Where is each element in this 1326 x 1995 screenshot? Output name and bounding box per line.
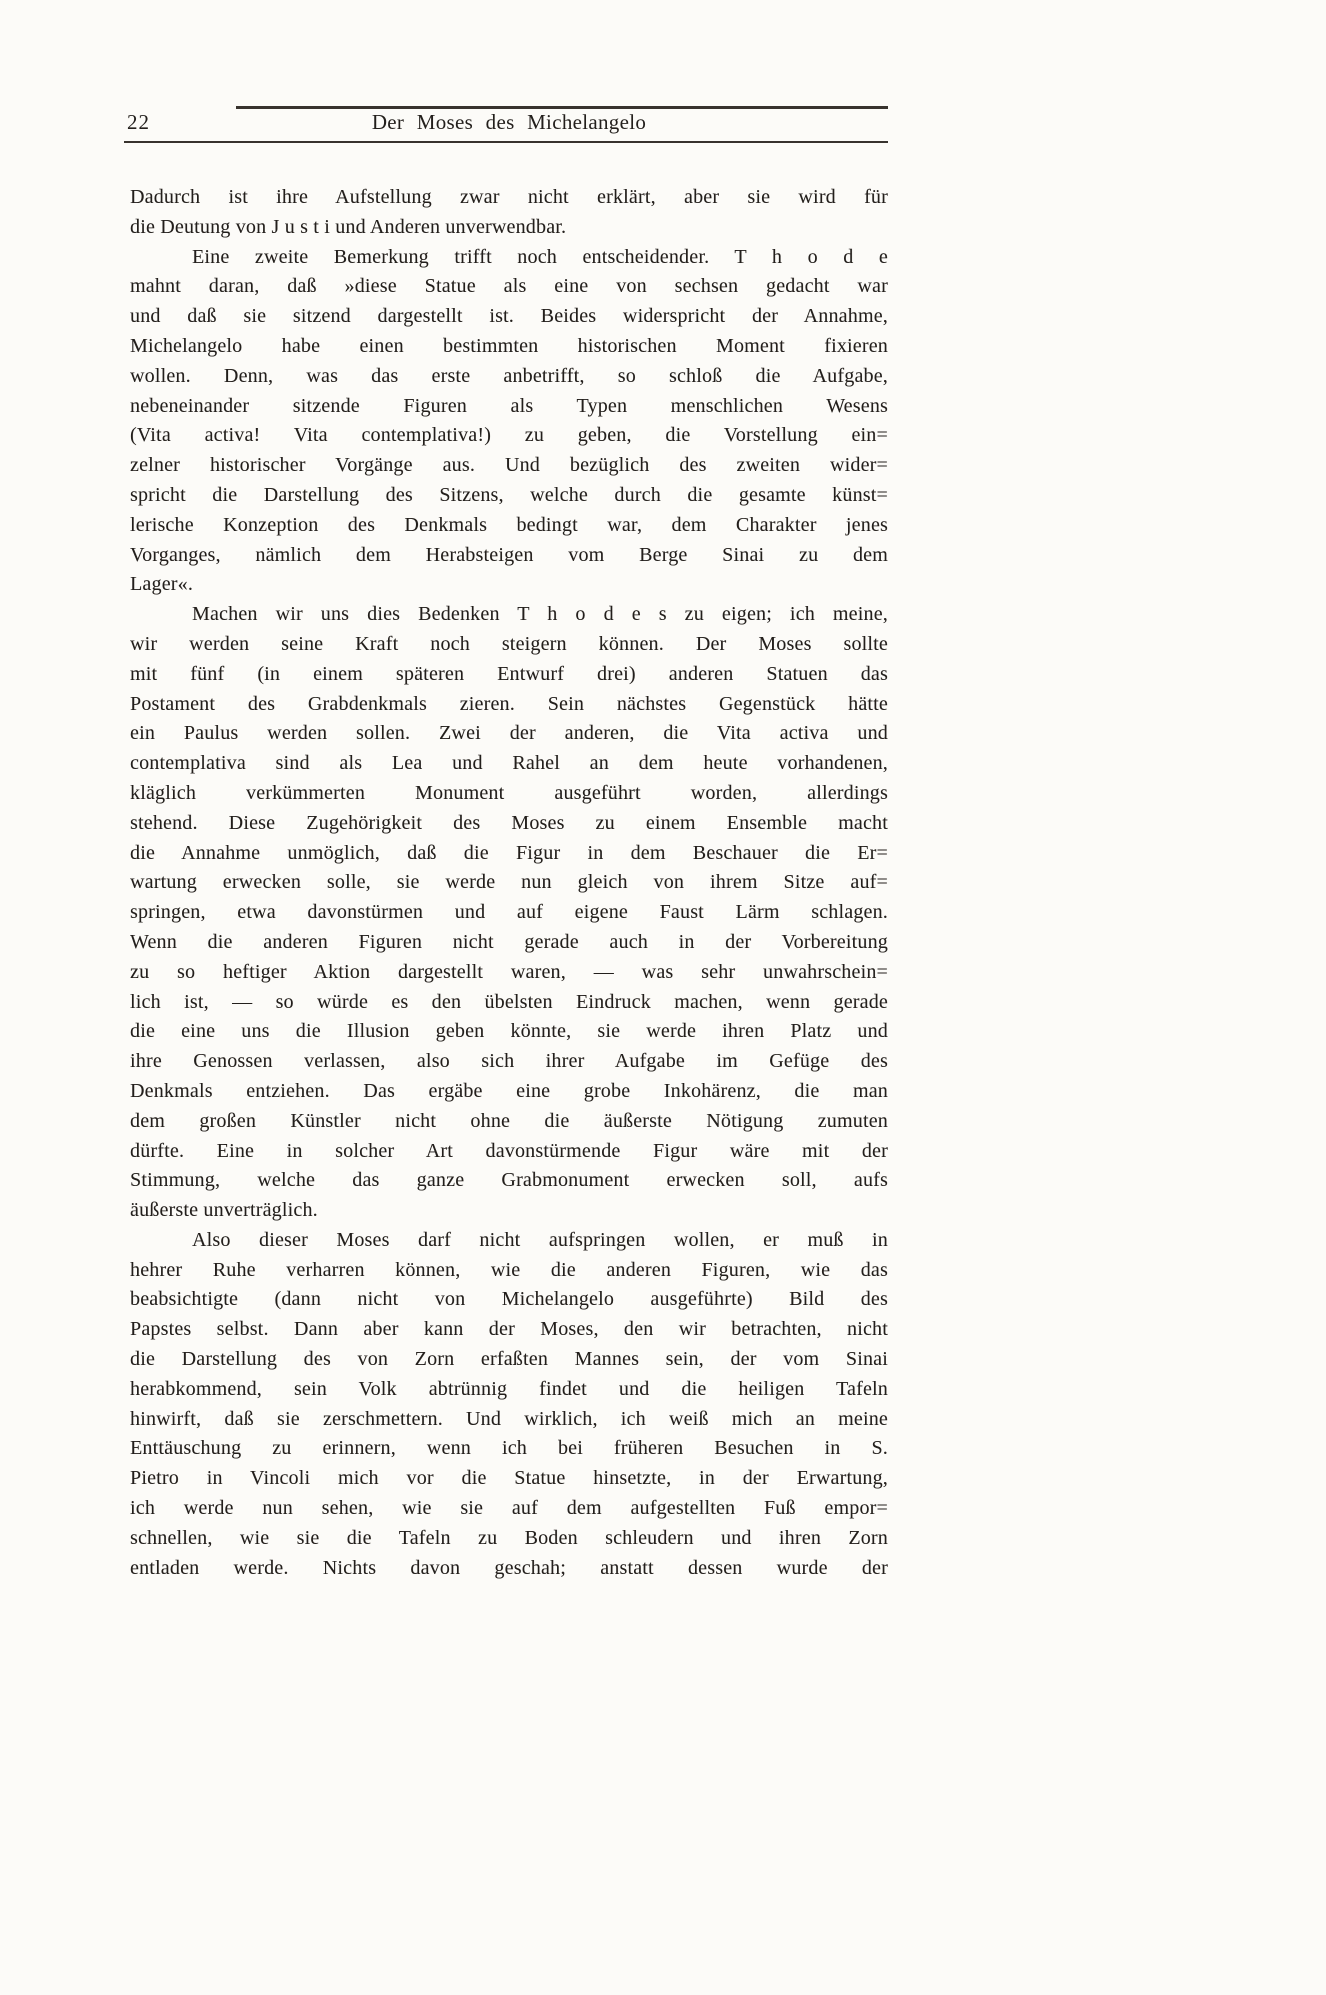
text-line: zu so heftiger Aktion dargestellt waren, — was sehr unwahrschein= — [130, 960, 888, 983]
paragraph — [130, 600, 888, 1226]
text-line: kläglich verkümmerten Monument ausgeführt worden, allerdings — [130, 781, 888, 804]
text-line: zelner historischer Vorgänge aus. Und bezüglich des zweiten wider= — [130, 454, 888, 477]
text-line: Wenn die anderen Figuren nicht gerade auch in der Vorbereitung — [130, 930, 888, 953]
text-line: die eine uns die Illusion geben könnte, sie werde ihren Platz und — [130, 1020, 888, 1043]
text-line: Also dieser Moses darf nicht aufspringen wollen, er muß in — [192, 1228, 888, 1251]
text-line: entladen werde. Nichts davon geschah; anstatt dessen wurde der — [130, 1556, 888, 1579]
text-line: Michelangelo habe einen bestimmten historischen Moment fixieren — [130, 334, 888, 357]
text-line: Postament des Grabdenkmals zieren. Sein nächstes Gegenstück hätte — [130, 692, 888, 715]
text-line: Papstes selbst. Dann aber kann der Moses, den wir betrachten, nicht — [130, 1318, 888, 1341]
text-line: Denkmals entziehen. Das ergäbe eine grobe Inkohärenz, die man — [130, 1079, 888, 1102]
header-bottom-rule — [124, 141, 888, 143]
text-line: die Darstellung des von Zorn erfaßten Mannes sein, der vom Sinai — [130, 1348, 888, 1371]
text-line: die Deutung von J u s t i und Anderen unverwendbar. — [130, 215, 567, 238]
text-line: lich ist, — so würde es den übelsten Eindruck machen, wenn gerade — [130, 990, 888, 1013]
text-line: ihre Genossen verlassen, also sich ihrer Aufgabe im Gefüge des — [130, 1050, 888, 1073]
body-text — [130, 183, 888, 1583]
text-line: lerische Konzeption des Denkmals bedingt war, dem Charakter jenes — [130, 513, 888, 536]
text-line: äußerste unverträglich. — [130, 1199, 318, 1222]
header-top-rule — [236, 106, 888, 109]
text-line: mahnt daran, daß »diese Statue als eine von sechsen gedacht war — [130, 275, 888, 298]
text-line: mit fünf (in einem späteren Entwurf drei) anderen Statuen das — [130, 662, 888, 685]
text-line: Dadurch ist ihre Aufstellung zwar nicht erklärt, aber sie wird für — [130, 186, 888, 208]
text-line: stehend. Diese Zugehörigkeit des Moses zu einem Ensemble macht — [130, 811, 888, 834]
text-line: die Annahme unmöglich, daß die Figur in dem Beschauer die Er= — [130, 841, 888, 864]
text-line: wollen. Denn, was das erste anbetrifft, so schloß die Aufgabe, — [130, 364, 888, 387]
paragraph — [130, 183, 888, 243]
text-line: ich werde nun sehen, wie sie auf dem aufgestellten Fuß empor= — [130, 1497, 888, 1520]
text-line: (Vita activa! Vita contemplativa!) zu geben, die Vorstellung ein= — [130, 424, 888, 447]
text-line: schnellen, wie sie die Tafeln zu Boden schleudern und ihren Zorn — [130, 1526, 888, 1549]
paragraph — [130, 1226, 888, 1584]
text-line: Machen wir uns dies Bedenken T h o d e s zu eigen; ich meine, — [192, 603, 888, 626]
paragraph — [130, 243, 888, 601]
text-line: wir werden seine Kraft noch steigern können. Der Moses sollte — [130, 632, 888, 655]
text-line: springen, etwa davonstürmen und auf eigene Faust Lärm schlagen. — [130, 901, 888, 924]
text-line: nebeneinander sitzende Figuren als Typen menschlichen Wesens — [130, 394, 888, 417]
text-line: und daß sie sitzend dargestellt ist. Beides widerspricht der Annahme, — [130, 305, 888, 328]
text-line: Lager«. — [130, 573, 194, 596]
text-line: hinwirft, daß sie zerschmettern. Und wirklich, ich weiß mich an meine — [130, 1407, 888, 1430]
text-line: herabkommend, sein Volk abtrünnig findet und die heiligen Tafeln — [130, 1377, 888, 1400]
text-line: Pietro in Vincoli mich vor die Statue hinsetzte, in der Erwartung, — [130, 1467, 888, 1490]
text-line: Enttäuschung zu erinnern, wenn ich bei früheren Besuchen in S. — [130, 1437, 888, 1460]
text-line: Vorganges, nämlich dem Herabsteigen vom Berge Sinai zu dem — [130, 543, 888, 566]
page-number: 22 — [127, 110, 150, 134]
text-line: contemplativa sind als Lea und Rahel an dem heute vorhandenen, — [130, 752, 888, 775]
running-title: Der Moses des Michelangelo — [371, 110, 647, 134]
text-line: wartung erwecken solle, sie werde nun gleich von ihrem Sitze auf= — [130, 871, 888, 894]
text-line: Stimmung, welche das ganze Grabmonument erwecken soll, aufs — [130, 1169, 888, 1192]
text-line: Eine zweite Bemerkung trifft noch entscheidender. T h o d e — [192, 245, 888, 268]
text-line: ein Paulus werden sollen. Zwei der anderen, die Vita activa und — [130, 722, 888, 745]
text-line: hehrer Ruhe verharren können, wie die anderen Figuren, wie das — [130, 1258, 888, 1281]
text-line: dem großen Künstler nicht ohne die äußerste Nötigung zumuten — [130, 1109, 888, 1132]
text-line: spricht die Darstellung des Sitzens, welche durch die gesamte künst= — [130, 483, 888, 506]
text-line: beabsichtigte (dann nicht von Michelangelo ausgeführte) Bild des — [130, 1288, 888, 1311]
text-line: dürfte. Eine in solcher Art davonstürmende Figur wäre mit der — [130, 1139, 888, 1162]
